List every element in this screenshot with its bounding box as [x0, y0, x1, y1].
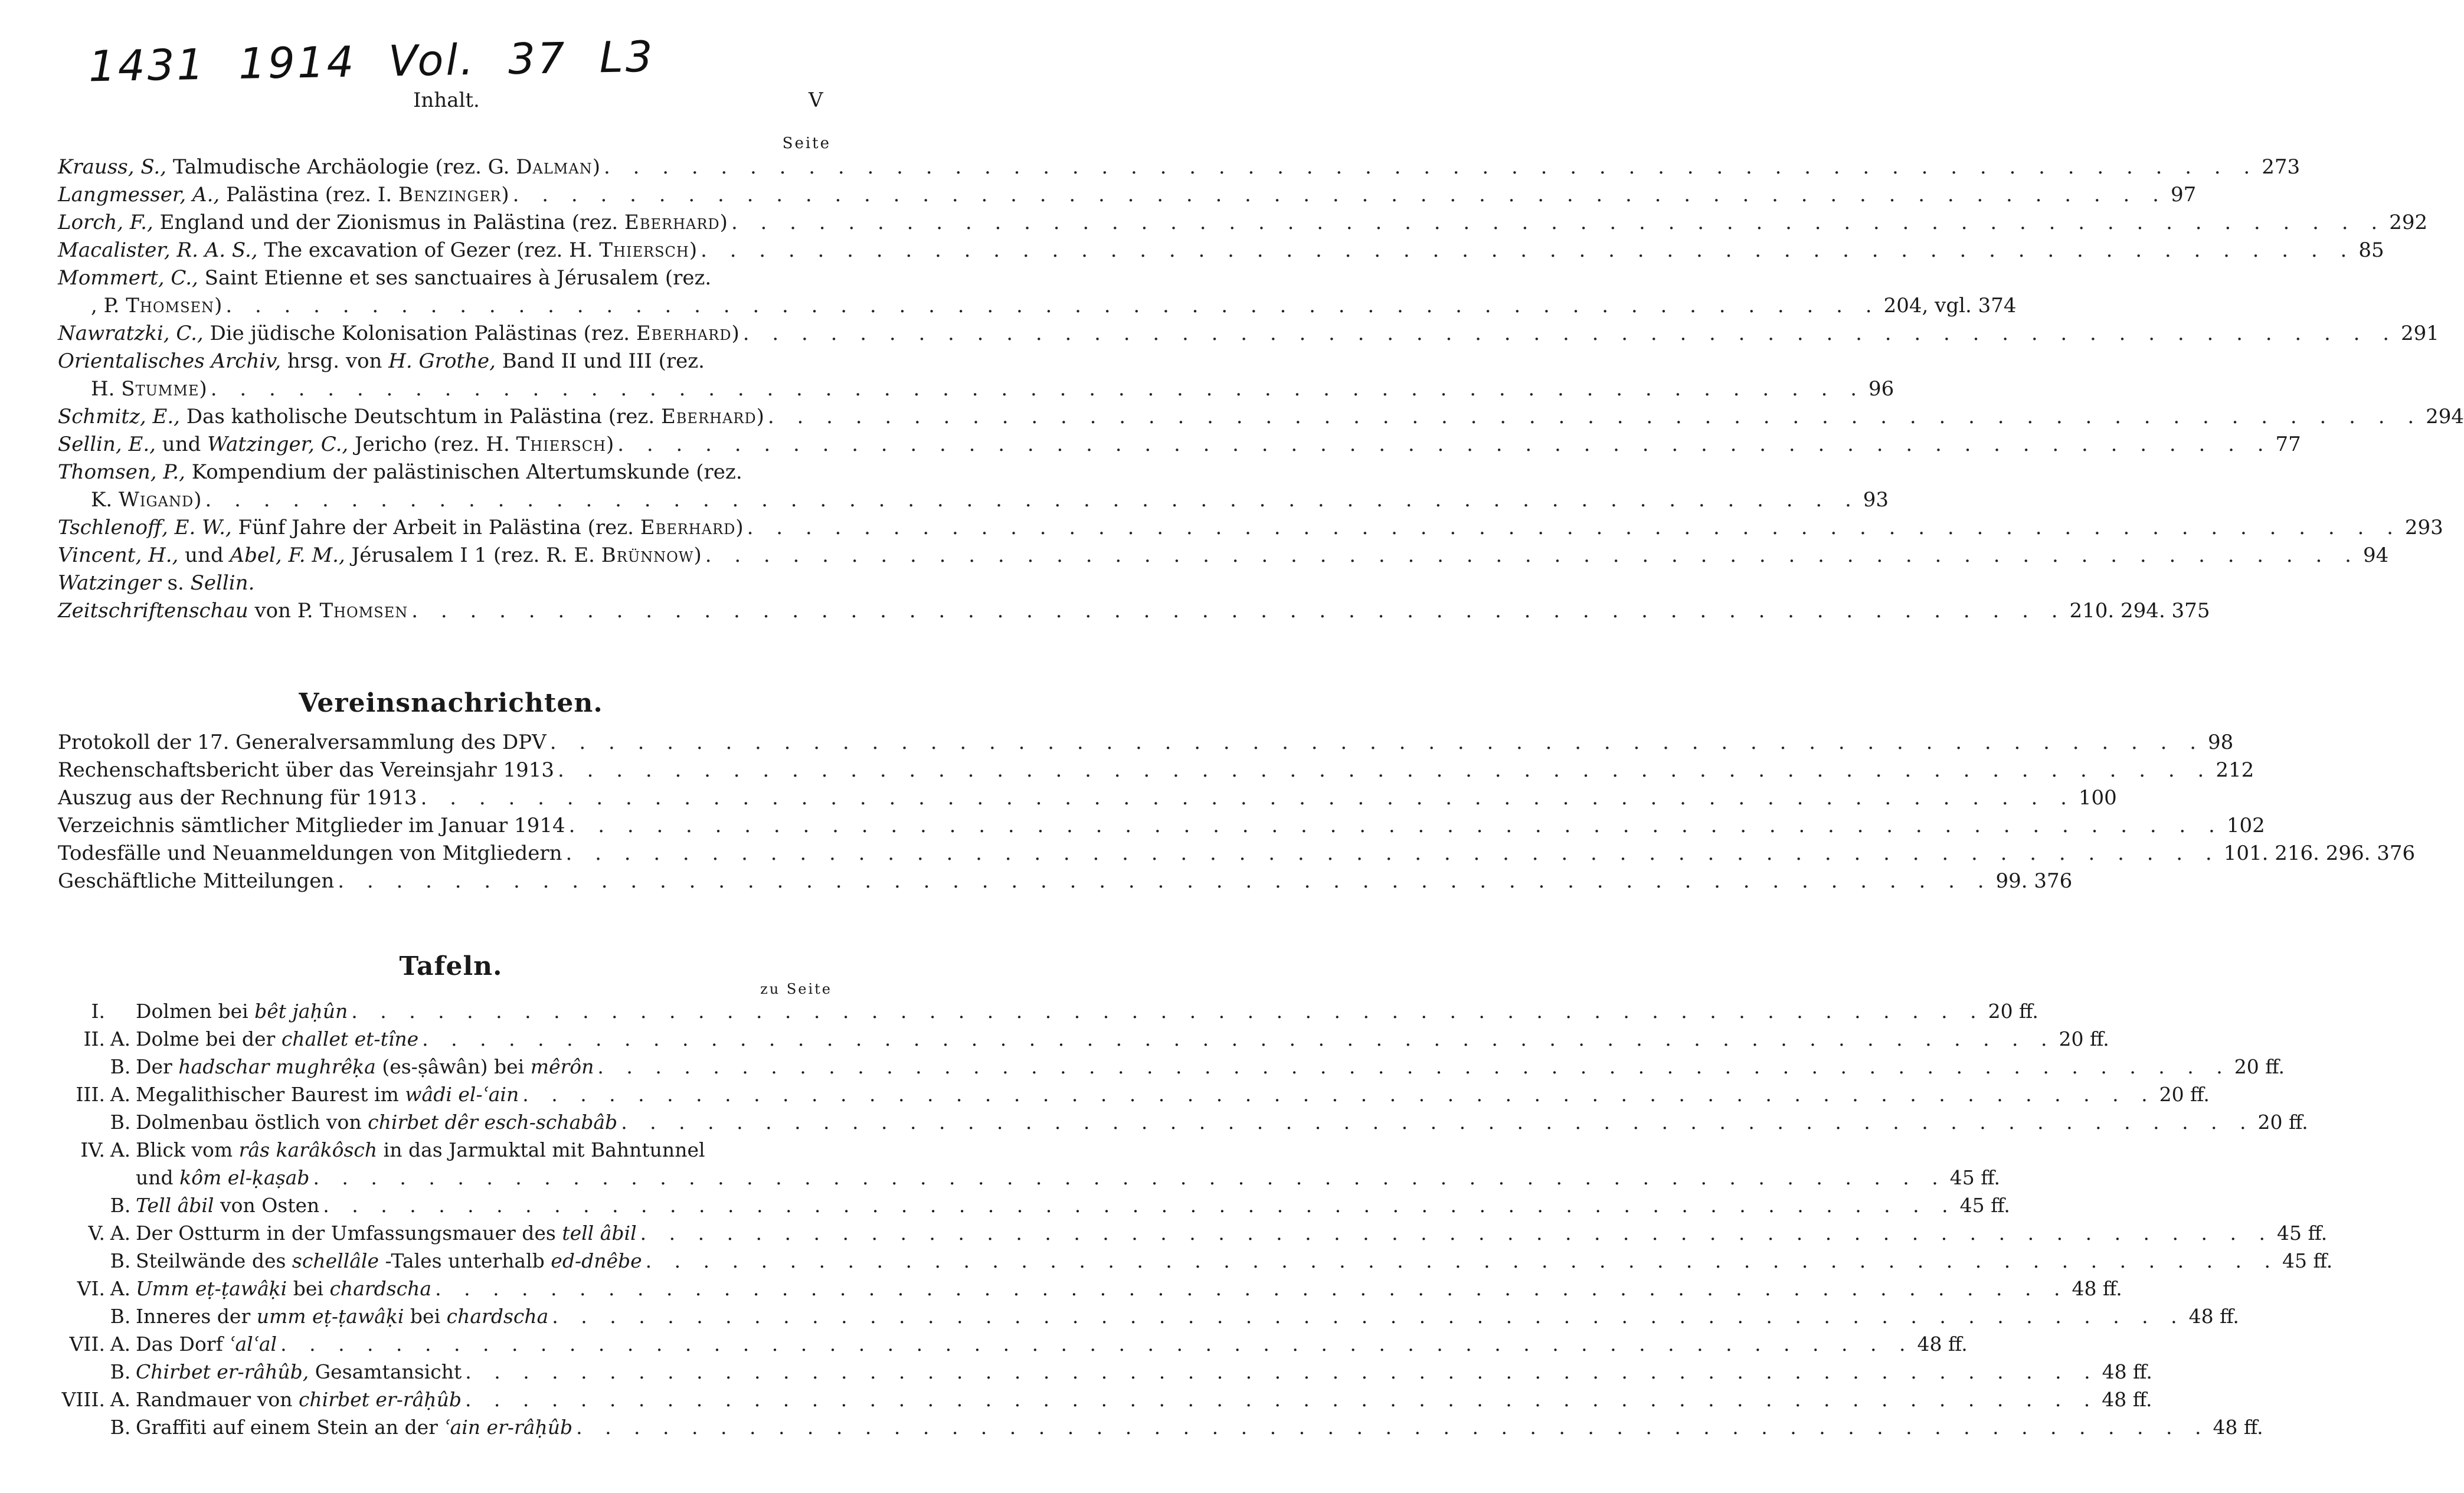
vereinsnachrichten-heading: Vereinsnachrichten. [299, 688, 603, 718]
caption-text: bei [410, 1305, 441, 1328]
caption-place-name: chirbet dêr esch-schabâb [368, 1111, 618, 1134]
plate-letter: B. [110, 1305, 131, 1328]
caption-text: Steilwände des [136, 1249, 286, 1272]
page-ref: 20 ff. [2159, 1083, 2210, 1106]
reviewer-name: Eberhard [640, 516, 736, 539]
caption-place-name: hadschar mughrêḳa [178, 1055, 376, 1078]
review-entry [58, 292, 2017, 320]
page-ref: 45 ff. [2276, 1222, 2328, 1245]
verein-entry [58, 757, 2254, 784]
leader-dots: . . . . . . . . . . . . . . . . . . . . . . . . . . . . . . . . . . . . . . . . . . . . . . . . . . . . . . . . . [422, 1027, 2056, 1050]
review-title: hrsg. von [287, 349, 382, 373]
review-author: Tschlenoff, E. W., [58, 516, 232, 539]
review-entry [58, 375, 1894, 403]
review-entry-text [91, 292, 222, 320]
review-title: , P. [91, 294, 120, 317]
caption-place-name: bêt jaḥûn [254, 1000, 348, 1023]
plate-caption [136, 1247, 642, 1275]
verein-entry-text: Verzeichnis sämtlicher Mitglieder im Januar 1914 [58, 814, 565, 837]
page-ref: 20 ff. [2257, 1111, 2308, 1134]
closing-paren: ) [501, 183, 509, 207]
page-ref: 48 ff. [2102, 1388, 2152, 1411]
caption-text: Der Ostturm in der Umfassungsmauer des [136, 1222, 556, 1245]
page-ref: 45 ff. [2282, 1249, 2333, 1272]
page-ref: 102 [2226, 814, 2265, 837]
caption-text: Dolmen bei [136, 1000, 248, 1023]
review-author: Sellin, E., [58, 433, 156, 456]
review-title: England und der Zionismus in Palästina (rez. [159, 211, 619, 234]
page-ref: 45 ff. [1949, 1166, 2001, 1189]
plate-caption [136, 1053, 594, 1081]
review-title: K. [91, 488, 113, 512]
leader-dots: . . . . . . . . . . . . . . . . . . . . . . . . . . . . . . . . . . . . . . . . . . . . . . . . . . . . . . . . . [603, 155, 2259, 179]
review-title-cont: Band II und III (rez. [502, 349, 705, 373]
review-entry-text [58, 569, 254, 597]
review-author: Langmesser, A., [58, 183, 220, 207]
closing-paren: ) [689, 238, 698, 262]
plate-caption [136, 997, 348, 1025]
caption-place-name: Umm eṭ-ṭawâḳi [136, 1277, 287, 1300]
caption-text: Randmauer von [136, 1388, 293, 1411]
page-ref: 48 ff. [1917, 1332, 1968, 1356]
review-entry-text [58, 153, 600, 181]
caption-text: in das Jarmuktal mit Bahntunnel [383, 1138, 705, 1161]
page-ref: 20 ff. [2234, 1055, 2285, 1078]
plate-entry [53, 1247, 2333, 1275]
leader-dots: . . . . . . . . . . . . . . . . . . . . . . . . . . . . . . . . . . . . . . . . . . . . . . . . . . . . . . . . . [767, 405, 2423, 428]
plate-caption [136, 1330, 277, 1358]
caption-text: Gesamtansicht [315, 1360, 462, 1383]
review-title: Fünf Jahre der Arbeit in Palästina (rez. [238, 516, 634, 539]
page-ref: 48 ff. [2102, 1360, 2152, 1383]
page-ref: 20 ff. [2059, 1027, 2109, 1050]
closing-paren: ) [606, 433, 614, 456]
closing-paren: ) [735, 516, 744, 539]
plate-caption [136, 1386, 462, 1413]
review-entry-text [58, 348, 705, 375]
page-ref: 48 ff. [2213, 1416, 2263, 1439]
review-entry-text [58, 542, 702, 569]
plate-caption [136, 1025, 418, 1053]
plate-letter: B. [110, 1416, 131, 1439]
verein-entry-text: Geschäftliche Mitteilungen [58, 869, 335, 893]
plate-letter: A. [110, 1388, 131, 1411]
caption-text: Das Dorf [136, 1332, 223, 1356]
page-ref: 273 [2262, 155, 2301, 179]
review-title: von P. [254, 599, 313, 623]
page-ref: 93 [1863, 488, 1889, 512]
caption-place-name: chardscha [329, 1277, 432, 1300]
plate-roman-numeral: VIII. [61, 1388, 105, 1411]
reviewer-name: Brünnow [601, 543, 694, 567]
plate-caption [136, 1081, 519, 1108]
leader-dots: . . . . . . . . . . . . . . . . . . . . . . . . . . . . . . . . . . . . . . . . . . . . . . . . . . . . . . . . . [338, 869, 1992, 893]
closing-paren: ) [719, 211, 728, 234]
page-ref: 97 [2170, 183, 2197, 207]
plate-caption [136, 1108, 617, 1136]
review-entry [58, 514, 2443, 542]
closing-paren: ) [592, 155, 600, 179]
verein-entry-text: Auszug aus der Rechnung für 1913 [58, 786, 417, 810]
plate-roman-numeral: VI. [77, 1277, 105, 1300]
plate-entry [53, 1025, 2109, 1053]
review-entry [58, 569, 831, 597]
review-entry [58, 542, 2389, 569]
review-title: s. [167, 571, 184, 595]
caption-place-name: Tell âbil [136, 1194, 214, 1217]
verein-entry-text: Rechenschaftsbericht über das Vereinsjahr 1913 [58, 758, 555, 782]
seite-column-label: Seite [782, 135, 831, 152]
caption-place-name: wâdi el-ʿain [405, 1083, 519, 1106]
review-title: The excavation of Gezer (rez. H. [264, 238, 593, 262]
page-ref: 48 ff. [2188, 1305, 2239, 1328]
caption-place-name: tell âbil [562, 1222, 637, 1245]
review-title-cont: Jérusalem I 1 (rez. R. E. [351, 543, 595, 567]
caption-text: Megalithischer Baurest im [136, 1083, 399, 1106]
page-ref: 291 [2401, 322, 2439, 345]
leader-dots: . . . . . . . . . . . . . . . . . . . . . . . . . . . . . . . . . . . . . . . . . . . . . . . . . . . . . . . . . [558, 758, 2213, 782]
review-entry-text [58, 209, 728, 237]
reviewer-name: Stumme [121, 377, 199, 401]
plate-letter: B. [110, 1249, 131, 1272]
leader-dots: . . . . . . . . . . . . . . . . . . . . . . . . . . . . . . . . . . . . . . . . . . . . . . . . . . . . . . . . . [323, 1194, 1956, 1217]
leader-dots: . . . . . . . . . . . . . . . . . . . . . . . . . . . . . . . . . . . . . . . . . . . . . . . . . . . . . . . . . [464, 1388, 2099, 1411]
review-title: Talmudische Archäologie (rez. G. [172, 155, 510, 179]
plate-entry [53, 1275, 2122, 1302]
leader-dots: . . . . . . . . . . . . . . . . . . . . . . . . . . . . . . . . . . . . . . . . . . . . . . . . . . . . . . . . . [512, 183, 2167, 207]
caption-place-name: kôm el-ḳaṣab [179, 1166, 310, 1189]
plate-entry [53, 1081, 2210, 1108]
caption-text: Dolmenbau östlich von [136, 1111, 362, 1134]
caption-text: Blick vom [136, 1138, 233, 1161]
caption-place-name: ed-dnêbe [551, 1249, 642, 1272]
review-entry-text [58, 597, 408, 625]
plate-entry [53, 1191, 2010, 1219]
caption-text: (es-ṣâwân) bei [382, 1055, 525, 1078]
verein-entry-text: Protokoll der 17. Generalversammlung des DPV [58, 731, 547, 754]
plate-entry [53, 1358, 2152, 1386]
caption-place-name: ʿalʿal [229, 1332, 277, 1356]
review-author: Orientalisches Archiv, [58, 349, 282, 373]
review-title: Palästina (rez. I. [226, 183, 392, 207]
reviewer-name: Wigand [119, 488, 194, 512]
plate-entry [53, 1413, 2263, 1441]
leader-dots: . . . . . . . . . . . . . . . . . . . . . . . . . . . . . . . . . . . . . . . . . . . . . . . . . . . . . . . . . [435, 1277, 2069, 1300]
caption-text: Dolme bei der [136, 1027, 276, 1050]
verein-entry [58, 784, 2117, 812]
leader-dots: . . . . . . . . . . . . . . . . . . . . . . . . . . . . . . . . . . . . . . . . . . . . . . . . . . . . . . . . . [420, 786, 2075, 810]
reviewer-name: Thomsen [319, 599, 408, 623]
review-coauthor: H. Grothe, [388, 349, 496, 373]
caption-text: von Osten [220, 1194, 320, 1217]
leader-dots: . . . . . . . . . . . . . . . . . . . . . . . . . . . . . . . . . . . . . . . . . . . . . . . . . . . . . . . . . [465, 1360, 2099, 1383]
closing-paren: ) [731, 322, 739, 345]
page-number: V [809, 89, 823, 112]
review-entry [58, 459, 831, 486]
review-entry-text [58, 320, 739, 348]
plate-caption [136, 1136, 705, 1164]
leader-dots: . . . . . . . . . . . . . . . . . . . . . . . . . . . . . . . . . . . . . . . . . . . . . . . . . . . . . . . . . [565, 842, 2220, 865]
plate-letter: A. [110, 1138, 131, 1161]
review-author: Lorch, F., [58, 211, 153, 234]
review-coauthor: Watzinger, C., [207, 433, 349, 456]
review-author: Vincent, H., [58, 543, 179, 567]
review-entry-text [58, 181, 509, 209]
review-author: Schmitz, E., [58, 405, 180, 428]
verein-entry [58, 840, 2416, 867]
plate-letter: A. [110, 1222, 131, 1245]
page-ref: 100 [2078, 786, 2117, 810]
review-coauthor: Sellin. [190, 571, 255, 595]
leader-dots: . . . . . . . . . . . . . . . . . . . . . . . . . . . . . . . . . . . . . . . . . . . . . . . . . . . . . . . . . [742, 322, 2398, 345]
closing-paren: ) [199, 377, 207, 401]
page-ref: 210. 294. 375 [2069, 599, 2210, 623]
plate-letter: B. [110, 1194, 131, 1217]
leader-dots: . . . . . . . . . . . . . . . . . . . . . . . . . . . . . . . . . . . . . . . . . . . . . . . . . . . . . . . . . [411, 599, 2066, 623]
leader-dots: . . . . . . . . . . . . . . . . . . . . . . . . . . . . . . . . . . . . . . . . . . . . . . . . . . . . . . . . . [568, 814, 2223, 837]
review-author: Macalister, R. A. S., [58, 238, 258, 262]
page-ref: 99. 376 [1995, 869, 2073, 893]
review-entry-text [91, 486, 201, 514]
review-title: Saint Etienne et ses sanctuaires à Jérusalem (rez. [204, 266, 712, 290]
plate-entry [53, 1164, 2001, 1191]
review-entry [58, 403, 2464, 431]
running-head-title: Inhalt. [413, 89, 480, 112]
plate-letter: A. [110, 1083, 131, 1106]
page-ref: 48 ff. [2072, 1277, 2122, 1300]
leader-dots: . . . . . . . . . . . . . . . . . . . . . . . . . . . . . . . . . . . . . . . . . . . . . . . . . . . . . . . . . [747, 516, 2401, 539]
review-entry [58, 320, 2439, 348]
plate-entry [53, 997, 2038, 1025]
page-ref: 85 [2358, 238, 2384, 262]
review-title: Die jüdische Kolonisation Palästinas (rez. [210, 322, 630, 345]
review-entry [58, 209, 2428, 237]
page-ref: 204, vgl. 374 [1883, 294, 2017, 317]
review-title: Kompendium der palästinischen Altertumskunde (rez. [191, 460, 742, 484]
caption-place-name: ʿain er-râḥûb [444, 1416, 573, 1439]
caption-place-name: râs karâkôsch [238, 1138, 378, 1161]
page-ref: 212 [2216, 758, 2254, 782]
leader-dots: . . . . . . . . . . . . . . . . . . . . . . . . . . . . . . . . . . . . . . . . . . . . . . . . . . . . . . . . . [731, 211, 2386, 234]
reviewer-name: Benzinger [398, 183, 502, 207]
plate-caption [136, 1219, 637, 1247]
plate-caption [136, 1413, 572, 1441]
plate-letter: B. [110, 1360, 131, 1383]
plate-letter: A. [110, 1027, 131, 1050]
caption-text: Inneres der [136, 1305, 251, 1328]
closing-paren: ) [214, 294, 222, 317]
plate-letter: B. [110, 1111, 131, 1134]
review-title: Das katholische Deutschtum in Palästina (rez. [186, 405, 655, 428]
plate-roman-numeral: II. [83, 1027, 105, 1050]
review-author: Nawratzki, C., [58, 322, 204, 345]
plate-roman-numeral: VII. [69, 1332, 105, 1356]
caption-text: und [136, 1166, 174, 1189]
plate-letter: A. [110, 1277, 131, 1300]
leader-dots: . . . . . . . . . . . . . . . . . . . . . . . . . . . . . . . . . . . . . . . . . . . . . . . . . . . . . . . . . [549, 731, 2205, 754]
plate-caption [136, 1302, 548, 1330]
leader-dots: . . . . . . . . . . . . . . . . . . . . . . . . . . . . . . . . . . . . . . . . . . . . . . . . . . . . . . . . . [640, 1222, 2273, 1245]
reviewer-name: Eberhard [624, 211, 720, 234]
review-entry-text [58, 431, 614, 459]
review-entry-text [58, 459, 742, 486]
review-entry-text [58, 237, 697, 264]
verein-entry [58, 729, 2234, 757]
reviewer-name: Thiersch [516, 433, 606, 456]
page-ref: 98 [2208, 731, 2234, 754]
leader-dots: . . . . . . . . . . . . . . . . . . . . . . . . . . . . . . . . . . . . . . . . . . . . . . . . . . . . . . . . . [351, 1000, 1985, 1023]
plate-caption [136, 1164, 309, 1191]
closing-paren: ) [756, 405, 764, 428]
leader-dots: . . . . . . . . . . . . . . . . . . . . . . . . . . . . . . . . . . . . . . . . . . . . . . . . . . . . . . . . . [597, 1055, 2231, 1078]
plate-caption [136, 1358, 462, 1386]
leader-dots: . . . . . . . . . . . . . . . . . . . . . . . . . . . . . . . . . . . . . . . . . . . . . . . . . . . . . . . . . [617, 433, 2272, 456]
caption-text: -Tales unterhalb [385, 1249, 545, 1272]
review-entry [58, 181, 2197, 209]
page-ref: 292 [2389, 211, 2428, 234]
caption-place-name: chirbet er-râḥûb [298, 1388, 462, 1411]
plate-entry [53, 1053, 2285, 1081]
review-entry [58, 597, 2210, 625]
zu-seite-label: zu Seite [760, 981, 832, 997]
tafeln-heading: Tafeln. [399, 951, 503, 981]
reviewer-name: Eberhard [636, 322, 732, 345]
reviewer-name: Thiersch [599, 238, 689, 262]
page-ref: 77 [2275, 433, 2301, 456]
review-author: Thomsen, P., [58, 460, 185, 484]
page-ref: 45 ff. [1959, 1194, 2010, 1217]
reviewer-name: Dalman [516, 155, 593, 179]
leader-dots: . . . . . . . . . . . . . . . . . . . . . . . . . . . . . . . . . . . . . . . . . . . . . . . . . . . . . . . . . [522, 1083, 2156, 1106]
plate-letter: A. [110, 1332, 131, 1356]
review-coauthor: Abel, F. M., [230, 543, 345, 567]
tafeln-list [53, 981, 2333, 1441]
plate-letter: B. [110, 1055, 131, 1078]
page-ref: 293 [2404, 516, 2443, 539]
review-title-cont: Jericho (rez. H. [355, 433, 510, 456]
reviewer-name: Thomsen [126, 294, 215, 317]
leader-dots: . . . . . . . . . . . . . . . . . . . . . . . . . . . . . . . . . . . . . . . . . . . . . . . . . . . . . . . . . [576, 1416, 2210, 1439]
handwritten-shelf-note: 1431 1914 Vol. 37 L3 [88, 31, 656, 91]
review-entry-text [58, 514, 744, 542]
plate-entry [53, 1219, 2328, 1247]
caption-place-name: umm eṭ-ṭawâḳi [256, 1305, 404, 1328]
verein-entry-text: Todesfälle und Neuanmeldungen von Mitgliedern [58, 842, 562, 865]
closing-paren: ) [693, 543, 702, 567]
caption-text: Der [136, 1055, 172, 1078]
plate-roman-numeral: I. [91, 1000, 105, 1023]
caption-place-name: challet et-tîne [281, 1027, 419, 1050]
review-entry-text [91, 375, 207, 403]
vereinsnachrichten-list [58, 729, 2416, 895]
review-entry [58, 431, 2301, 459]
plate-roman-numeral: III. [76, 1083, 105, 1106]
plate-roman-numeral: IV. [80, 1138, 105, 1161]
caption-place-name: mêrôn [530, 1055, 594, 1078]
page-ref: 96 [1869, 377, 1894, 401]
review-title: und [185, 543, 224, 567]
plate-entry [53, 1386, 2152, 1413]
review-entry-text [58, 403, 764, 431]
leader-dots: . . . . . . . . . . . . . . . . . . . . . . . . . . . . . . . . . . . . . . . . . . . . . . . . . . . . . . . . . [705, 543, 2360, 567]
plate-entry [53, 1330, 1968, 1358]
reviews-list [58, 135, 2464, 625]
review-title: H. [91, 377, 115, 401]
review-entry [58, 348, 831, 375]
leader-dots: . . . . . . . . . . . . . . . . . . . . . . . . . . . . . . . . . . . . . . . . . . . . . . . . . . . . . . . . . [205, 488, 1860, 512]
review-author: Mommert, C., [58, 266, 198, 290]
plate-caption [136, 1275, 431, 1302]
review-entry [58, 153, 2301, 181]
plate-entry [53, 1302, 2239, 1330]
leader-dots: . . . . . . . . . . . . . . . . . . . . . . . . . . . . . . . . . . . . . . . . . . . . . . . . . . . . . . . . . [280, 1332, 1914, 1356]
leader-dots: . . . . . . . . . . . . . . . . . . . . . . . . . . . . . . . . . . . . . . . . . . . . . . . . . . . . . . . . . [225, 294, 1880, 317]
verein-entry [58, 812, 2265, 840]
review-entry [58, 486, 1889, 514]
verein-entry [58, 867, 2073, 895]
caption-place-name: chardscha [446, 1305, 549, 1328]
review-entry-text [58, 264, 711, 292]
leader-dots: . . . . . . . . . . . . . . . . . . . . . . . . . . . . . . . . . . . . . . . . . . . . . . . . . . . . . . . . . [701, 238, 2355, 262]
plate-entry [53, 1136, 832, 1164]
review-entry [58, 237, 2384, 264]
review-author: Zeitschriftenschau [58, 599, 248, 623]
page-ref: 101. 216. 296. 376 [2223, 842, 2416, 865]
plate-roman-numeral: V. [88, 1222, 105, 1245]
page-ref: 94 [2362, 543, 2389, 567]
page-ref: 20 ff. [1988, 1000, 2038, 1023]
caption-text: Graffiti auf einem Stein an der [136, 1416, 438, 1439]
leader-dots: . . . . . . . . . . . . . . . . . . . . . . . . . . . . . . . . . . . . . . . . . . . . . . . . . . . . . . . . . [552, 1305, 2185, 1328]
caption-place-name: Chirbet er-râhûb, [136, 1360, 309, 1383]
leader-dots: . . . . . . . . . . . . . . . . . . . . . . . . . . . . . . . . . . . . . . . . . . . . . . . . . . . . . . . . . [645, 1249, 2279, 1272]
review-author: Watzinger [58, 571, 161, 595]
review-entry [58, 264, 831, 292]
reviewer-name: Eberhard [660, 405, 757, 428]
closing-paren: ) [194, 488, 202, 512]
leader-dots: . . . . . . . . . . . . . . . . . . . . . . . . . . . . . . . . . . . . . . . . . . . . . . . . . . . . . . . . . [210, 377, 1866, 401]
page-ref: 294 [2426, 405, 2464, 428]
review-author: Krauss, S., [58, 155, 167, 179]
caption-text: bei [293, 1277, 323, 1300]
leader-dots: . . . . . . . . . . . . . . . . . . . . . . . . . . . . . . . . . . . . . . . . . . . . . . . . . . . . . . . . . [313, 1166, 1946, 1189]
review-title: und [162, 433, 201, 456]
caption-place-name: schellâle [292, 1249, 379, 1272]
leader-dots: . . . . . . . . . . . . . . . . . . . . . . . . . . . . . . . . . . . . . . . . . . . . . . . . . . . . . . . . . [621, 1111, 2254, 1134]
plate-caption [136, 1191, 319, 1219]
plate-entry [53, 1108, 2308, 1136]
